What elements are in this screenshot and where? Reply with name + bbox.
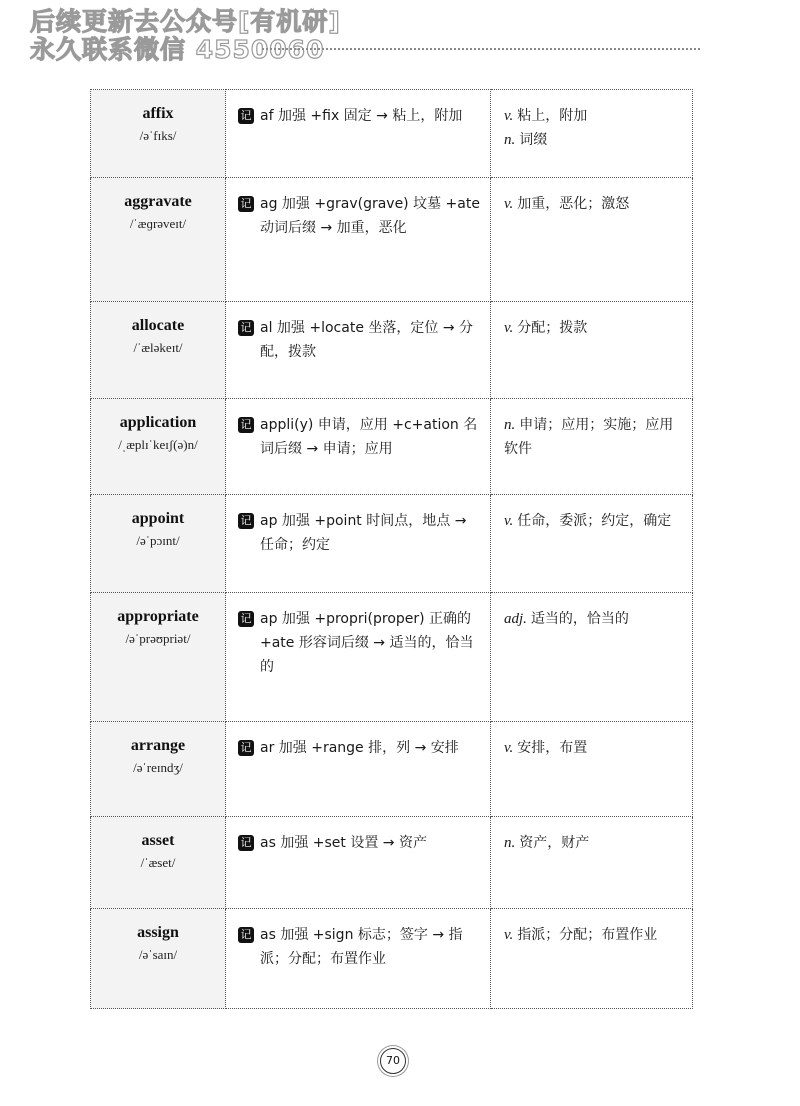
definition-cell <box>491 178 693 302</box>
phonetic: /əˈreɪndʒ/ <box>133 760 183 775</box>
headword: application <box>119 414 197 431</box>
definition-line <box>504 192 684 216</box>
meaning: 粘上，附加 <box>517 108 588 124</box>
memory-badge-icon: 记 <box>238 513 254 529</box>
memory-cell <box>226 302 491 399</box>
table-row <box>91 90 693 178</box>
memory-note: ar 加强 +range 排，列 → 安排 <box>260 740 459 756</box>
memory-note: ap 加强 +point 时间点，地点 → 任命；约定 <box>260 513 467 553</box>
table-row <box>91 399 693 495</box>
definition-line <box>504 104 684 128</box>
word-cell <box>91 495 226 593</box>
headword: allocate <box>131 317 185 334</box>
part-of-speech: n. <box>504 835 516 851</box>
meaning: 安排，布置 <box>517 740 588 756</box>
definition-line <box>504 509 684 533</box>
part-of-speech: v. <box>504 927 514 943</box>
word-cell <box>91 817 226 909</box>
meaning: 分配；拨款 <box>517 320 588 336</box>
memory-cell <box>226 178 491 302</box>
memory-badge-icon: 记 <box>238 417 254 433</box>
table-row <box>91 817 693 909</box>
part-of-speech: v. <box>504 320 514 336</box>
table-row <box>91 909 693 1009</box>
table-row <box>91 178 693 302</box>
table-row <box>91 722 693 817</box>
word-cell <box>91 178 226 302</box>
definition-cell <box>491 90 693 178</box>
page-number: 70 <box>380 1048 406 1074</box>
header-dotted-rule <box>262 48 700 50</box>
phonetic: /əˈsaɪn/ <box>138 947 178 962</box>
headword: assign <box>137 924 179 941</box>
part-of-speech: n. <box>504 132 516 148</box>
watermark-line-1: 后续更新去公众号[有机研] <box>30 7 341 36</box>
table-row <box>91 302 693 399</box>
headword: asset <box>141 832 175 849</box>
part-of-speech: v. <box>504 513 514 529</box>
meaning: 词缀 <box>519 132 548 148</box>
watermark-line-2: 永久联系微信 4550060 <box>30 35 325 64</box>
phonetic: /ˈæləkeɪt/ <box>133 340 183 355</box>
meaning: 指派；分配；布置作业 <box>517 927 658 943</box>
word-cell <box>91 909 226 1009</box>
definition-line <box>504 831 684 855</box>
part-of-speech: n. <box>504 417 516 433</box>
meaning: 资产，财产 <box>519 835 590 851</box>
part-of-speech: v. <box>504 108 514 124</box>
table-row <box>91 593 693 722</box>
definition-cell <box>491 593 693 722</box>
word-cell <box>91 302 226 399</box>
headword: appropriate <box>117 608 199 625</box>
vocabulary-table <box>90 89 693 1009</box>
headword: affix <box>142 105 174 122</box>
definition-line <box>504 923 684 947</box>
headword: appoint <box>131 510 185 527</box>
part-of-speech: v. <box>504 196 514 212</box>
definition-line <box>504 413 684 461</box>
definition-cell <box>491 722 693 817</box>
word-cell <box>91 399 226 495</box>
memory-cell <box>226 399 491 495</box>
phonetic: /əˈprəʊpriət/ <box>125 631 191 646</box>
phonetic: /ˈæset/ <box>140 855 176 870</box>
meaning: 适当的，恰当的 <box>530 611 629 627</box>
word-cell <box>91 90 226 178</box>
memory-badge-icon: 记 <box>238 108 254 124</box>
memory-note: al 加强 +locate 坐落，定位 → 分配，拨款 <box>260 320 474 360</box>
memory-cell <box>226 722 491 817</box>
definition-cell <box>491 817 693 909</box>
definition-cell <box>491 909 693 1009</box>
memory-badge-icon: 记 <box>238 740 254 756</box>
memory-badge-icon: 记 <box>238 320 254 336</box>
headword: arrange <box>130 737 186 754</box>
table-row <box>91 495 693 593</box>
word-cell <box>91 722 226 817</box>
memory-badge-icon: 记 <box>238 196 254 212</box>
memory-note: af 加强 +fix 固定 → 粘上，附加 <box>260 108 463 124</box>
part-of-speech: adj. <box>504 611 527 627</box>
meaning: 申请；应用；实施；应用软件 <box>504 417 674 457</box>
memory-badge-icon: 记 <box>238 927 254 943</box>
memory-cell <box>226 90 491 178</box>
memory-cell <box>226 495 491 593</box>
definition-cell <box>491 495 693 593</box>
memory-cell <box>226 593 491 722</box>
memory-note: ap 加强 +propri(proper) 正确的 +ate 形容词后缀 → 适当的，恰当的 <box>260 611 474 675</box>
memory-note: as 加强 +set 设置 → 资产 <box>260 835 427 851</box>
memory-badge-icon: 记 <box>238 835 254 851</box>
definition-line <box>504 316 684 340</box>
memory-note: appli(y) 申请，应用 +c+ation 名词后缀 → 申请；应用 <box>260 417 478 457</box>
definition-line <box>504 128 684 152</box>
memory-cell <box>226 817 491 909</box>
phonetic: /əˈfɪks/ <box>139 128 177 143</box>
meaning: 任命，委派；约定，确定 <box>517 513 672 529</box>
phonetic: /əˈpɔɪnt/ <box>136 533 180 548</box>
headword: aggravate <box>124 193 192 210</box>
word-cell <box>91 593 226 722</box>
memory-note: ag 加强 +grav(grave) 坟墓 +ate 动词后缀 → 加重，恶化 <box>260 196 480 236</box>
definition-line <box>504 736 684 760</box>
definition-cell <box>491 399 693 495</box>
memory-note: as 加强 +sign 标志；签字 → 指派；分配；布置作业 <box>260 927 463 967</box>
phonetic: /ˌæplɪˈkeɪʃ(ə)n/ <box>118 437 198 452</box>
memory-badge-icon: 记 <box>238 611 254 627</box>
meaning: 加重，恶化；激怒 <box>517 196 630 212</box>
part-of-speech: v. <box>504 740 514 756</box>
memory-cell <box>226 909 491 1009</box>
definition-line <box>504 607 684 631</box>
definition-cell <box>491 302 693 399</box>
phonetic: /ˈæɡrəveɪt/ <box>129 216 187 231</box>
